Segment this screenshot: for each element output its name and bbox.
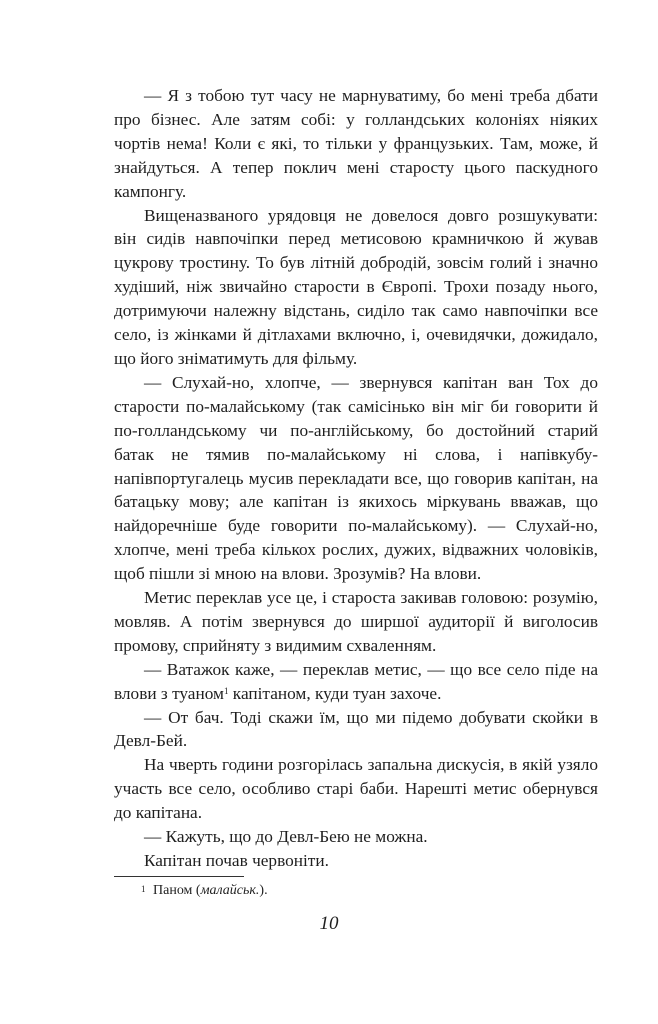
book-page-body bbox=[114, 84, 598, 873]
paragraph-5 bbox=[114, 658, 598, 706]
footnote-reference: 1 bbox=[223, 685, 229, 696]
paragraph-5-text-before: — Ватажок каже, — переклав метис, — що все село піде на влови з туаном bbox=[114, 659, 598, 703]
footnote-separator bbox=[114, 876, 244, 877]
footnote-number: 1 bbox=[141, 884, 146, 894]
paragraph-4: Метис переклав усе це, і староста закивав головою: розумію, мовляв. А потім звернувся до ширшої аудиторії й виголосив промову, сприйняту з видимим схваленням. bbox=[114, 588, 598, 655]
footnote-text-italic: малайськ. bbox=[200, 883, 260, 898]
paragraph-7: На чверть години розгорілась запальна дискусія, в якій узяло участь все село, особливо старі баби. Нарешті метис обернувся до капітана. bbox=[114, 755, 598, 823]
page-number: 10 bbox=[319, 913, 339, 934]
paragraph-8: — Кажуть, що до Девл-Бею не можна. bbox=[144, 827, 428, 847]
footnote-text-end: ). bbox=[259, 883, 268, 898]
footnote-text-start: Паном ( bbox=[153, 883, 201, 898]
paragraph-6: — От бач. Тоді скажи їм, що ми підемо добувати скойки в Девл-Бей. bbox=[114, 707, 598, 751]
paragraph-3: — Слухай-но, хлопче, — звернувся капітан ван Тох до старости по-малайському (так самісінько він міг би говорити й по-голландському чи по-англійському, бо достойний старий батак не тямив по-малайському ні слова, і напівкубу-напівпортугалець мусив перекладати все, що говорив капітан, на батацьку мову; але капітан із якихось міркувань вважав, що найдоречніше буде говорити по-малайському). — Слухай-но, хлопче, мені треба кількох рослих, дужих, відважних чоловіків, щоб пішли зі мною на влови. Зрозумів? На влови. bbox=[114, 372, 598, 584]
paragraph-9: Капітан почав червоніти. bbox=[144, 851, 329, 870]
paragraph-1: — Я з тобою тут часу не марнуватиму, бо мені треба дбати про бізнес. Але затям собі: у голландських колоніях ніяких чортів нема! Коли є які, то тільки у французьких. Там, може, й знайдуться. А тепер поклич мені старосту цього паскудного кампонгу. bbox=[114, 86, 598, 201]
paragraph-5-text-after: капітаном, куди туан захоче. bbox=[228, 683, 442, 703]
footnote bbox=[141, 882, 268, 900]
paragraph-2: Вищеназваного урядовця не довелося довго розшукувати: він сидів навпочіпки перед метисовою крамничкою й жував цукрову тростину. То був літній добродій, зовсім голий і значно худіший, ніж звичайно старости в Європі. Трохи позаду нього, дотримуючи належну відстань, сиділо так само навпочіпки все село, із жінками й дітлахами включно, і, очевидячки, дожидало, що його зніматимуть для фільму. bbox=[114, 205, 598, 368]
